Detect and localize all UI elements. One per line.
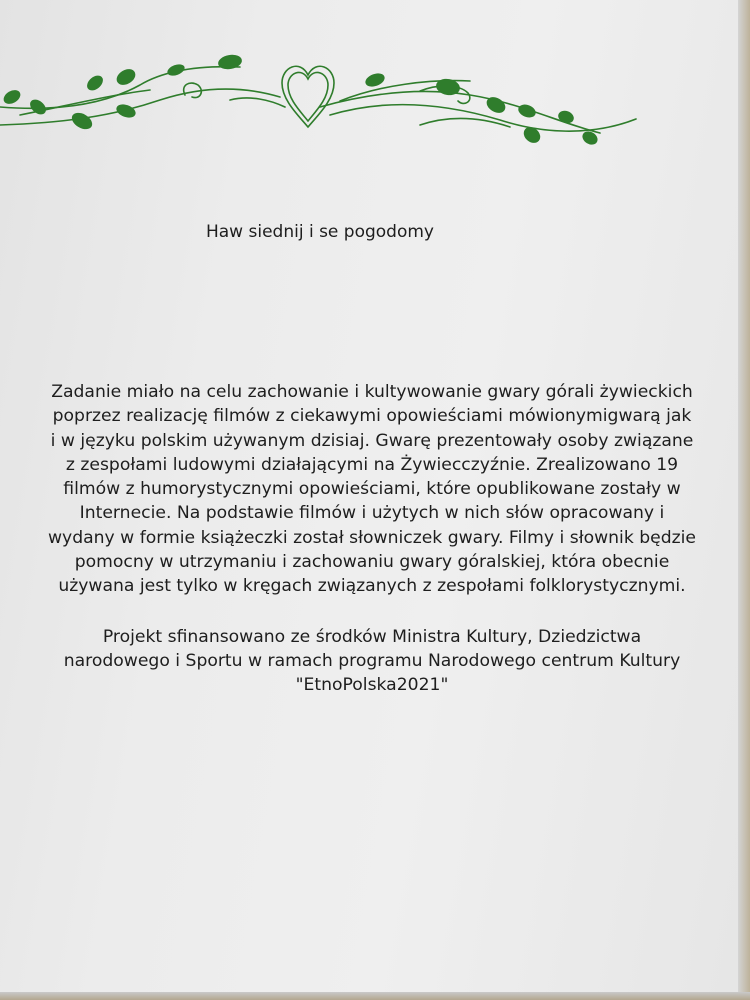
text-line: filmów z humorystycznymi opowieściami, które opublikowane zostały w [63, 479, 681, 500]
body-text [14, 380, 730, 698]
page-bottom-edge [0, 992, 750, 1000]
text-line: i w języku polskim używanym dzisiaj. Gwarę prezentowały osoby związane [50, 430, 694, 451]
text-line: wydany w formie książeczki został słowniczek gwary. Filmy i słownik będzie [47, 527, 696, 548]
vine-ornament [0, 45, 650, 155]
text-line: "EtnoPolska2021" [295, 675, 449, 696]
text-line: narodowego i Sportu w ramach programu Narodowego centrum Kultury [63, 650, 681, 671]
paragraph-funding [14, 625, 730, 698]
text-line: Projekt sfinansowano ze środków Ministra Kultury, Dziedzictwa [102, 626, 642, 647]
paragraph-description [14, 380, 730, 599]
text-line: poprzez realizację filmów z ciekawymi opowieściami mówionymigwarą jak [52, 406, 692, 427]
text-line: pomocny w utrzymaniu i zachowaniu gwary góralskiej, która obecnie [74, 552, 670, 573]
text-line: Zadanie miało na celu zachowanie i kultywowanie gwary górali żywieckich [51, 382, 693, 402]
text-line: z zespołami ludowymi działającymi na Żywiecczyźnie. Zrealizowano 19 [65, 454, 679, 475]
text-line: używana jest tylko w kręgach związanych z zespołami folklorystycznymi. [58, 576, 686, 597]
text-line: Internecie. Na podstawie filmów i użytych w nich słów opracowany i [79, 503, 665, 524]
page-title: Haw siednij i se pogodomy [205, 222, 434, 242]
page-side-edge [738, 0, 750, 1000]
